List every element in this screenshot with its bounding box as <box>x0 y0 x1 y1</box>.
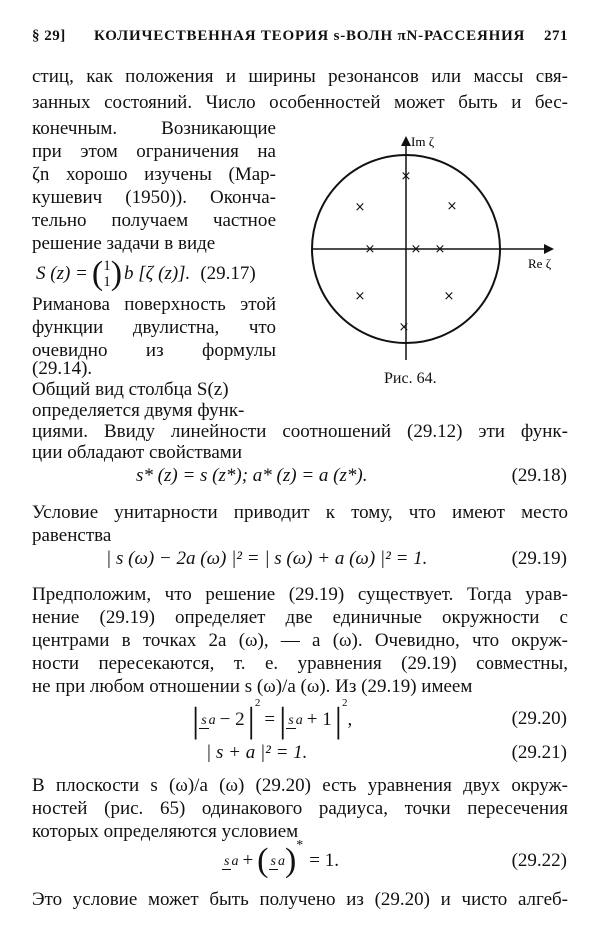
paragraph-line: конечным. Возникающие <box>32 118 276 139</box>
equation-number: (29.17) <box>200 263 256 284</box>
paragraph-line: не при любом отношении s (ω)/a (ω). Из (29.19) имеем <box>32 676 473 697</box>
paragraph-line: функции двулистна, что <box>32 317 276 338</box>
zero-marker: × <box>354 289 366 304</box>
paragraph-line: при этом ограничения на <box>32 141 276 162</box>
equation-number: (29.19) <box>511 548 567 569</box>
fraction: s a <box>270 853 285 869</box>
paragraph-line: (29.14). <box>32 358 93 379</box>
paragraph-line: Предположим, что решение (29.19) существует. Тогда урав- <box>32 584 568 605</box>
equation-rhs: b [ζ (z)]. <box>124 263 191 284</box>
zero-marker: × <box>398 320 410 335</box>
paragraph-line: ζn хорошо изучены (Мар- <box>32 164 276 185</box>
paragraph-line: циями. Ввиду линейности соотношений (29.12) эти функ- <box>32 421 568 442</box>
paragraph-line: нение (29.19) определяет две единичные окружности с <box>32 607 568 628</box>
paragraph-line: Общий вид столбца S(z) <box>32 379 229 400</box>
equation-29-17: S (z) = ( 1 1 ) b [ζ (z)]. (29.17) <box>36 255 256 292</box>
column-vector: 1 1 <box>103 258 111 290</box>
paragraph-line: равенства <box>32 525 112 546</box>
im-axis-label: Im ζ <box>411 134 435 149</box>
zero-marker: × <box>446 199 458 214</box>
equation-29-21: | s + a |² = 1. <box>206 742 308 763</box>
equation-29-22: s a + ( s a ) * = 1. <box>224 838 339 879</box>
paragraph-line: центрами в точках 2a (ω), — a (ω). Очевидно, что окруж- <box>32 630 568 651</box>
equation-lhs: S (z) = <box>36 263 88 284</box>
fraction: s a <box>288 712 303 728</box>
fraction: s a <box>201 712 216 728</box>
equation-number: (29.21) <box>511 742 567 763</box>
paragraph-line: определяется двумя функ- <box>32 400 245 421</box>
paragraph-line: Условие унитарности приводит к тому, что имеют место <box>32 502 568 523</box>
paragraph-line: Это условие может быть получено из (29.20) и чисто алгеб- <box>32 889 568 910</box>
paragraph-line: очевидно из формулы <box>32 340 276 361</box>
equation-29-18: s* (z) = s (z*); a* (z) = a (z*). <box>136 465 368 486</box>
section-number: § 29] <box>32 28 66 44</box>
paragraph-line: решение задачи в виде <box>32 233 216 254</box>
equation-number: (29.20) <box>511 708 567 729</box>
figure-64 <box>298 128 570 364</box>
equation-29-19: | s (ω) − 2a (ω) |² = | s (ω) + a (ω) |² = 1. <box>106 548 428 569</box>
zero-marker: × <box>434 242 446 257</box>
paragraph-line: кушевич (1950)). Оконча- <box>32 187 276 208</box>
page-number: 271 <box>544 28 568 44</box>
zero-marker: × <box>364 242 376 257</box>
paragraph-line: Риманова поверхность этой <box>32 294 276 315</box>
re-axis-label: Re ζ <box>528 256 552 271</box>
paragraph-line: которых определяются условием <box>32 821 299 842</box>
paragraph-line: ностей (рис. 65) одинакового радиуса, точки пересечения <box>32 798 568 819</box>
equation-number: (29.18) <box>511 465 567 486</box>
equation-number: (29.22) <box>511 850 567 871</box>
paragraph-line: ности пересекаются, т. е. уравнения (29.19) совместны, <box>32 653 568 674</box>
fraction: s a <box>224 853 239 869</box>
paragraph-line: стиц, как положения и ширины резонансов или массы свя- <box>32 66 568 87</box>
zero-marker: × <box>400 169 412 184</box>
paragraph-line: тельно получаем частное <box>32 210 276 231</box>
real-axis-arrow <box>544 244 554 254</box>
running-title: КОЛИЧЕСТВЕННАЯ ТЕОРИЯ s-ВОЛН πN-РАССЕЯНИЯ <box>94 28 526 44</box>
equation-29-20: | s a − 2 | $^2$ = | s a + 1 | $^2$ , <box>192 697 353 740</box>
paragraph-line: В плоскости s (ω)/a (ω) (29.20) есть уравнения двух окруж- <box>32 775 568 796</box>
zero-marker: × <box>443 289 455 304</box>
imaginary-axis-arrow <box>401 136 411 146</box>
zero-marker: × <box>354 200 366 215</box>
paragraph-line: ции обладают свойствами <box>32 442 242 463</box>
figure-caption: Рис. 64. <box>384 370 437 387</box>
zero-marker: × <box>410 242 422 257</box>
paragraph-line: занных состояний. Число особенностей может быть и бес- <box>32 92 568 113</box>
